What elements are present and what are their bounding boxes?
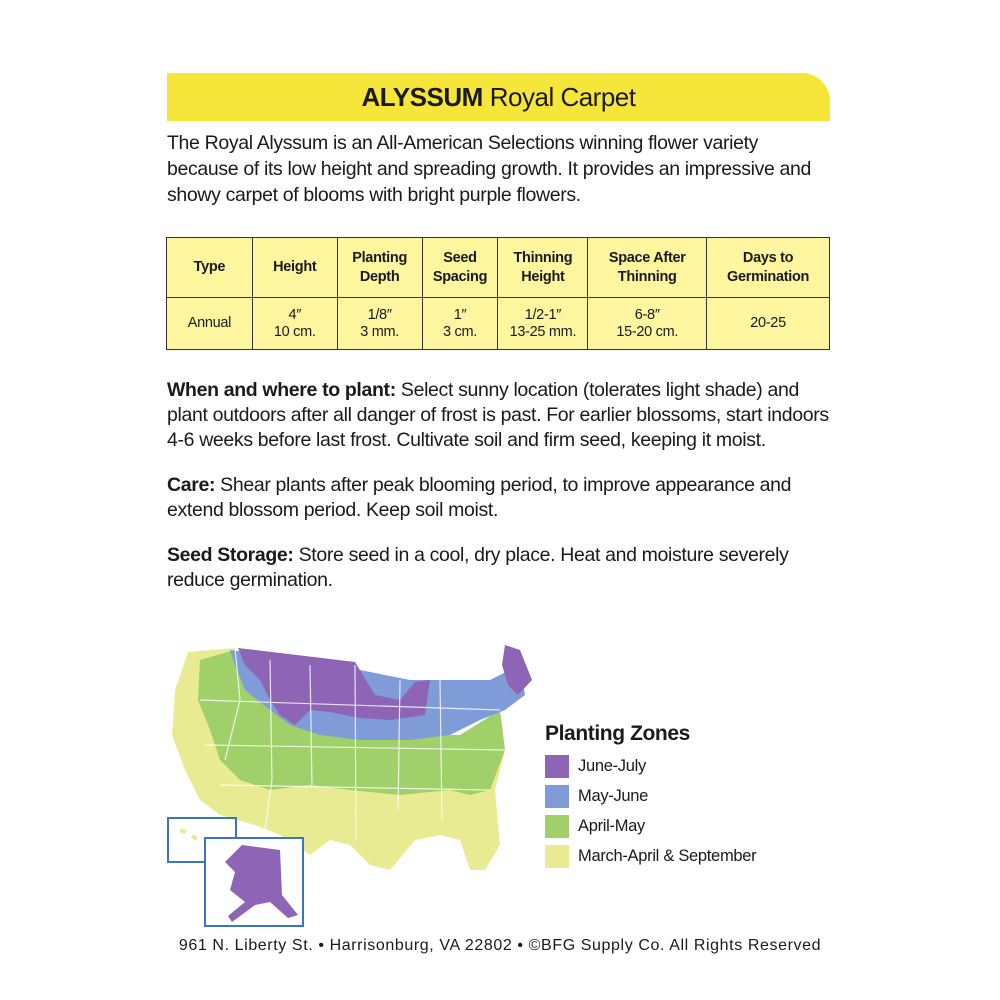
legend-item xyxy=(545,811,825,841)
legend-swatch xyxy=(545,755,569,778)
legend-label: June-July xyxy=(578,756,646,775)
footer-address: 961 N. Liberty St. • Harrisonburg, VA 22802 • ©BFG Supply Co. All Rights Reserved xyxy=(178,937,822,954)
legend-item xyxy=(545,781,825,811)
table-cell: 1/2-1″ 13-25 mm. xyxy=(498,298,588,350)
table-cell: 20-25 xyxy=(707,298,830,350)
legend-title: Planting Zones xyxy=(545,722,690,745)
table-header: Height xyxy=(252,238,337,298)
planting-specs-table xyxy=(166,237,830,350)
table-header: Thinning Height xyxy=(498,238,588,298)
section-label: Care: xyxy=(167,474,216,496)
legend-item xyxy=(545,751,825,781)
section-seed-storage xyxy=(167,543,830,593)
table-header: Planting Depth xyxy=(337,238,422,298)
section-text: Store seed in a cool, dry place. Heat and moisture severely reduce germination. xyxy=(167,544,789,591)
table-header-row xyxy=(167,238,830,298)
section-text: Select sunny location (tolerates light shade) and plant outdoors after all danger of frost is past. For earlier blossoms, start indoors 4-6 weeks before last frost. Cultivate soil and firm seed, keeping it moist. xyxy=(167,379,829,451)
planting-zones-legend xyxy=(545,722,825,871)
table-header: Seed Spacing xyxy=(422,238,498,298)
title-bar xyxy=(167,73,830,121)
legend-label: May-June xyxy=(578,786,649,805)
table-cell: Annual xyxy=(167,298,253,350)
section-when-where xyxy=(167,378,830,453)
section-label: Seed Storage: xyxy=(167,544,294,566)
table-cell: 4″ 10 cm. xyxy=(252,298,337,350)
table-cell: 1″ 3 cm. xyxy=(422,298,498,350)
planting-zones-map xyxy=(160,640,540,930)
table-cell: 1/8″ 3 mm. xyxy=(337,298,422,350)
legend-label: April-May xyxy=(578,816,645,835)
section-text: Shear plants after peak blooming period, to improve appearance and extend blossom period. Keep soil moist. xyxy=(167,474,792,521)
legend-swatch xyxy=(545,785,569,808)
intro-paragraph: The Royal Alyssum is an All-American Selections winning flower variety because of its low height and spreading growth. It provides an impressive and showy carpet of blooms with bright purple flowers. xyxy=(167,132,812,206)
legend-label: March-April & September xyxy=(578,846,757,865)
table-cell: 6-8″ 15-20 cm. xyxy=(588,298,707,350)
table-header: Space After Thinning xyxy=(588,238,707,298)
title-plant-name: ALYSSUM xyxy=(361,81,483,112)
section-care xyxy=(167,473,830,523)
legend-item xyxy=(545,841,825,871)
table-header: Days to Germination xyxy=(707,238,830,298)
legend-swatch xyxy=(545,815,569,838)
title-variety: Royal Carpet xyxy=(489,81,636,112)
table-header: Type xyxy=(167,238,253,298)
section-label: When and where to plant: xyxy=(167,379,396,401)
legend-swatch xyxy=(545,845,569,868)
table-row xyxy=(167,298,830,350)
